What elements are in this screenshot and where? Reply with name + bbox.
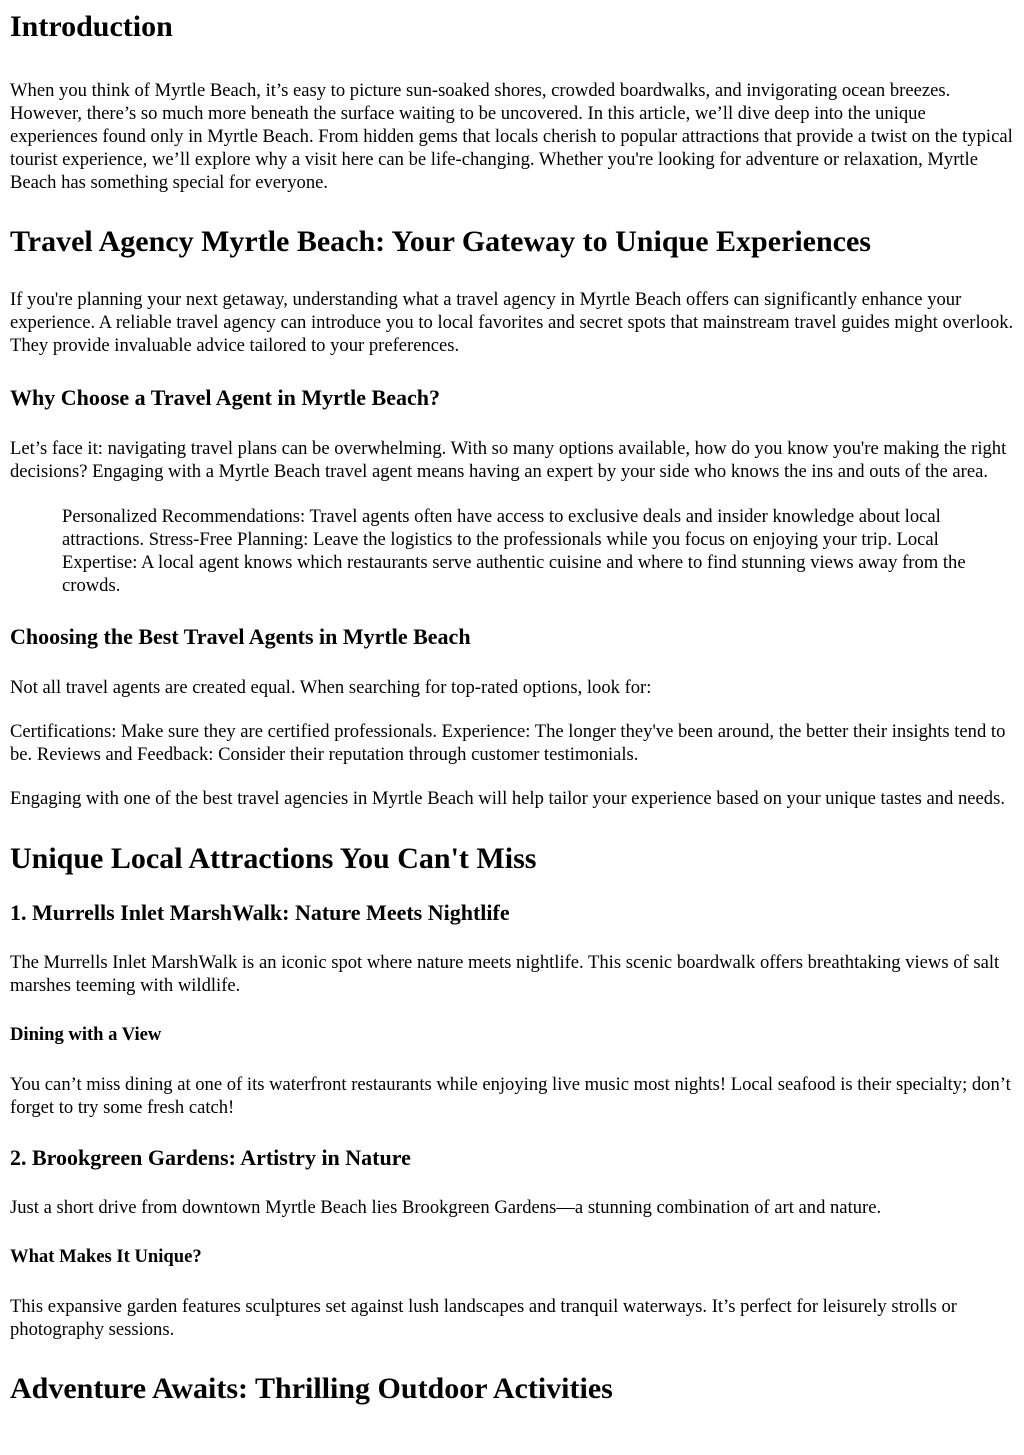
best-agents-heading: Choosing the Best Travel Agents in Myrtle Beach [10, 624, 471, 649]
agent-benefits-quote: Personalized Recommendations: Travel agents often have access to exclusive deals and insider knowledge about local attractions. Stress-Free Planning: Leave the logistics to the professionals while you focus on enjoying your trip. Local Expertise: A local agent knows which restaurants serve authentic cuisine and where to find stunning views away from the crowds. [62, 506, 966, 596]
agency-heading: Travel Agency Myrtle Beach: Your Gateway to Unique Experiences [10, 225, 871, 258]
why-agent-paragraph: Let’s face it: navigating travel plans can be overwhelming. With so many options available, how do you know you're making the right decisions? Engaging with a Myrtle Beach travel agent means having an expert by your side who knows the ins and outs of the area. [10, 438, 1007, 482]
marshwalk-paragraph: The Murrells Inlet MarshWalk is an iconic spot where nature meets nightlife. This scenic boardwalk offers breathtaking views of salt marshes teeming with wildlife. [10, 952, 1000, 996]
dining-heading: Dining with a View [10, 1024, 162, 1045]
marshwalk-heading: 1. Murrells Inlet MarshWalk: Nature Meets Nightlife [10, 900, 510, 925]
brookgreen-paragraph: Just a short drive from downtown Myrtle Beach lies Brookgreen Gardens—a stunning combination of art and nature. [10, 1197, 882, 1218]
intro-paragraph: When you think of Myrtle Beach, it’s easy to picture sun-soaked shores, crowded boardwalks, and invigorating ocean breezes. However, there’s so much more beneath the surface waiting to be uncovered. In this article, we’ll dive deep into the unique experiences found only in Myrtle Beach. From hidden gems that locals cherish to popular attractions that provide a twist on the typical tourist experience, we’ll explore why a visit here can be life-changing. Whether you're looking for adventure or relaxation, Myrtle Beach has something special for everyone. [10, 80, 1013, 193]
dining-paragraph: You can’t miss dining at one of its waterfront restaurants while enjoying live music most nights! Local seafood is their specialty; don’t forget to try some fresh catch! [10, 1074, 1011, 1118]
brookgreen-heading: 2. Brookgreen Gardens: Artistry in Nature [10, 1145, 411, 1170]
unique-heading: What Makes It Unique? [10, 1246, 202, 1267]
best-agents-criteria: Certifications: Make sure they are certified professionals. Experience: The longer they've been around, the better their insights tend to be. Reviews and Feedback: Consider their reputation through customer testimonials. [10, 721, 1006, 765]
agency-paragraph: If you're planning your next getaway, understanding what a travel agency in Myrtle Beach offers can significantly enhance your experience. A reliable travel agency can introduce you to local favorites and secret spots that mainstream travel guides might overlook. They provide invaluable advice tailored to your preferences. [10, 289, 1014, 356]
best-agents-intro: Not all travel agents are created equal. When searching for top-rated options, look for: [10, 677, 652, 698]
unique-paragraph: This expansive garden features sculptures set against lush landscapes and tranquil waterways. It’s perfect for leisurely strolls or photography sessions. [10, 1296, 957, 1340]
adventure-heading: Adventure Awaits: Thrilling Outdoor Activities [10, 1372, 613, 1405]
intro-heading: Introduction [10, 10, 173, 43]
best-agents-summary: Engaging with one of the best travel agencies in Myrtle Beach will help tailor your experience based on your unique tastes and needs. [10, 788, 1005, 809]
article [0, 9, 1024, 1407]
attractions-heading: Unique Local Attractions You Can't Miss [10, 842, 537, 875]
why-agent-heading: Why Choose a Travel Agent in Myrtle Beach? [10, 385, 440, 410]
